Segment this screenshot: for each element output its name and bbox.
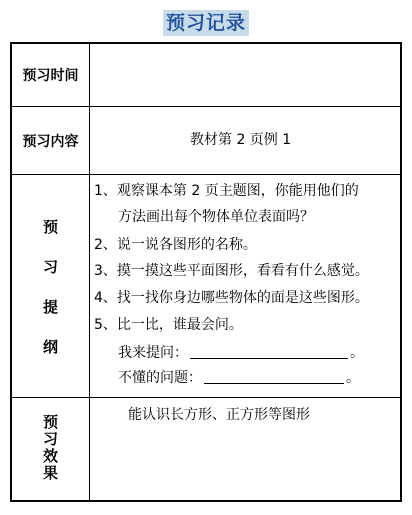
outline-item-2: 2、说一说各图形的名称。 — [94, 237, 257, 253]
row-divider-3 — [12, 397, 400, 398]
outline-item-3: 3、摸一摸这些平面图形，看看有什么感觉。 — [94, 263, 369, 279]
page-title: 预习记录 — [163, 10, 249, 36]
outline-item-4: 4、找一找你身边哪些物体的面是这些图形。 — [94, 290, 369, 306]
outline-item-1-line-1: 1、观察课本第 2 页主题图，你能用他们的 — [94, 183, 359, 199]
effect-label-char-3: 效 — [42, 447, 58, 465]
outline-item-1-line-2: 方法画出每个物体单位表面吗？ — [118, 209, 314, 225]
ask-prefix: 我来提问： — [118, 345, 188, 361]
effect-label-char-2: 习 — [42, 430, 58, 448]
outline-label-char-3: 提 — [42, 298, 58, 316]
ask-suffix: 。 — [350, 345, 364, 361]
effect-label-char-4: 果 — [42, 464, 58, 482]
row-divider-2 — [12, 174, 400, 175]
ask-blank[interactable] — [190, 344, 348, 359]
outline-item-5: 5、比一比，谁最会问。 — [94, 317, 243, 333]
unclear-prefix: 不懂的问题： — [118, 370, 202, 386]
outline-label-char-4: 纲 — [42, 338, 58, 356]
table-column-divider — [89, 44, 90, 500]
unclear-blank[interactable] — [204, 369, 344, 384]
ask-line — [118, 343, 364, 363]
time-label: 预习时间 — [22, 68, 79, 84]
unclear-line — [118, 368, 360, 388]
content-value: 教材第 2 页例 1 — [190, 132, 292, 148]
title-wrap — [0, 10, 412, 36]
content-label: 预习内容 — [22, 133, 79, 150]
effect-label-char-1: 预 — [42, 413, 58, 431]
preview-table — [10, 42, 402, 502]
effect-value: 能认识长方形、正方形等图形 — [128, 407, 310, 423]
outline-label-char-2: 习 — [42, 258, 58, 276]
outline-label-char-1: 预 — [42, 218, 58, 236]
unclear-suffix: 。 — [346, 370, 360, 386]
